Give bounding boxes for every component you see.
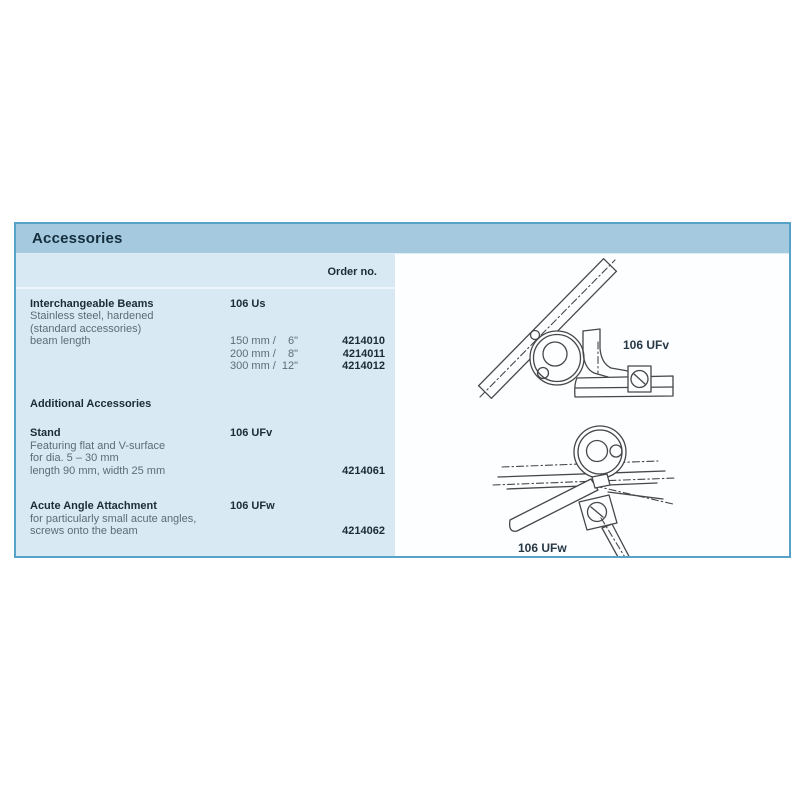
table-row (30, 452, 385, 465)
table-row (30, 427, 385, 440)
header-separator (16, 287, 395, 289)
technical-drawings (395, 254, 789, 556)
figure-label-106ufw: 106 UFw (518, 541, 567, 555)
figure-label-106ufv: 106 UFv (623, 338, 670, 352)
table-row (30, 360, 385, 373)
section-content (16, 254, 789, 556)
order-no-header: Order no. (327, 266, 377, 278)
table-row (30, 465, 385, 478)
product-desc: screws onto the beam (30, 525, 138, 537)
product-name: Acute Angle Attachment (30, 500, 157, 512)
subsection-title: Additional Accessories (30, 397, 152, 410)
table-row (30, 440, 385, 453)
table-row (30, 323, 385, 336)
size-mm: 200 mm / (230, 347, 276, 360)
size-inch: 6" (287, 335, 298, 347)
order-number: 4214061 (342, 464, 385, 477)
product-desc: for particularly small acute angles, (30, 512, 197, 525)
product-desc: (standard accessories) (30, 322, 142, 335)
table-row (30, 310, 385, 323)
product-name: Interchangeable Beams (30, 297, 154, 310)
product-model: 106 Us (230, 297, 266, 310)
size-mm: 300 mm / (230, 360, 276, 372)
section-header (16, 224, 789, 254)
product-desc: Stainless steel, hardened (30, 310, 154, 322)
variant-size (230, 348, 298, 361)
subsection-heading (30, 398, 385, 411)
accessories-table (16, 254, 395, 556)
size-inch: 8" (287, 347, 298, 360)
table-header-row (30, 254, 385, 279)
product-desc: length 90 mm, width 25 mm (30, 464, 166, 477)
size-mm: 150 mm / (230, 335, 276, 347)
screw-icon (628, 366, 651, 392)
order-number: 4214010 (342, 335, 385, 347)
accessories-section (14, 222, 791, 558)
table-row (30, 348, 385, 361)
order-number: 4214062 (342, 525, 385, 537)
table-row (30, 335, 385, 348)
product-desc: beam length (30, 335, 91, 347)
product-name: Stand (30, 427, 61, 439)
product-desc: for dia. 5 – 30 mm (30, 452, 119, 464)
section-title: Accessories (32, 230, 123, 247)
table-row (30, 513, 385, 526)
table-row (30, 500, 385, 513)
variant-size (230, 360, 298, 373)
table-row (30, 298, 385, 311)
variant-size (230, 335, 298, 348)
figures-panel (395, 254, 789, 556)
product-model: 106 UFw (230, 500, 275, 512)
order-number: 4214012 (342, 360, 385, 372)
figure-protractor-with-stand (479, 259, 673, 399)
size-inch: 12" (281, 360, 298, 372)
product-desc: Featuring flat and V-surface (30, 439, 166, 452)
order-number: 4214011 (342, 347, 385, 360)
figure-protractor-with-acute-angle-attachment (493, 426, 676, 556)
product-model: 106 UFv (230, 427, 273, 439)
table-row (30, 525, 385, 538)
